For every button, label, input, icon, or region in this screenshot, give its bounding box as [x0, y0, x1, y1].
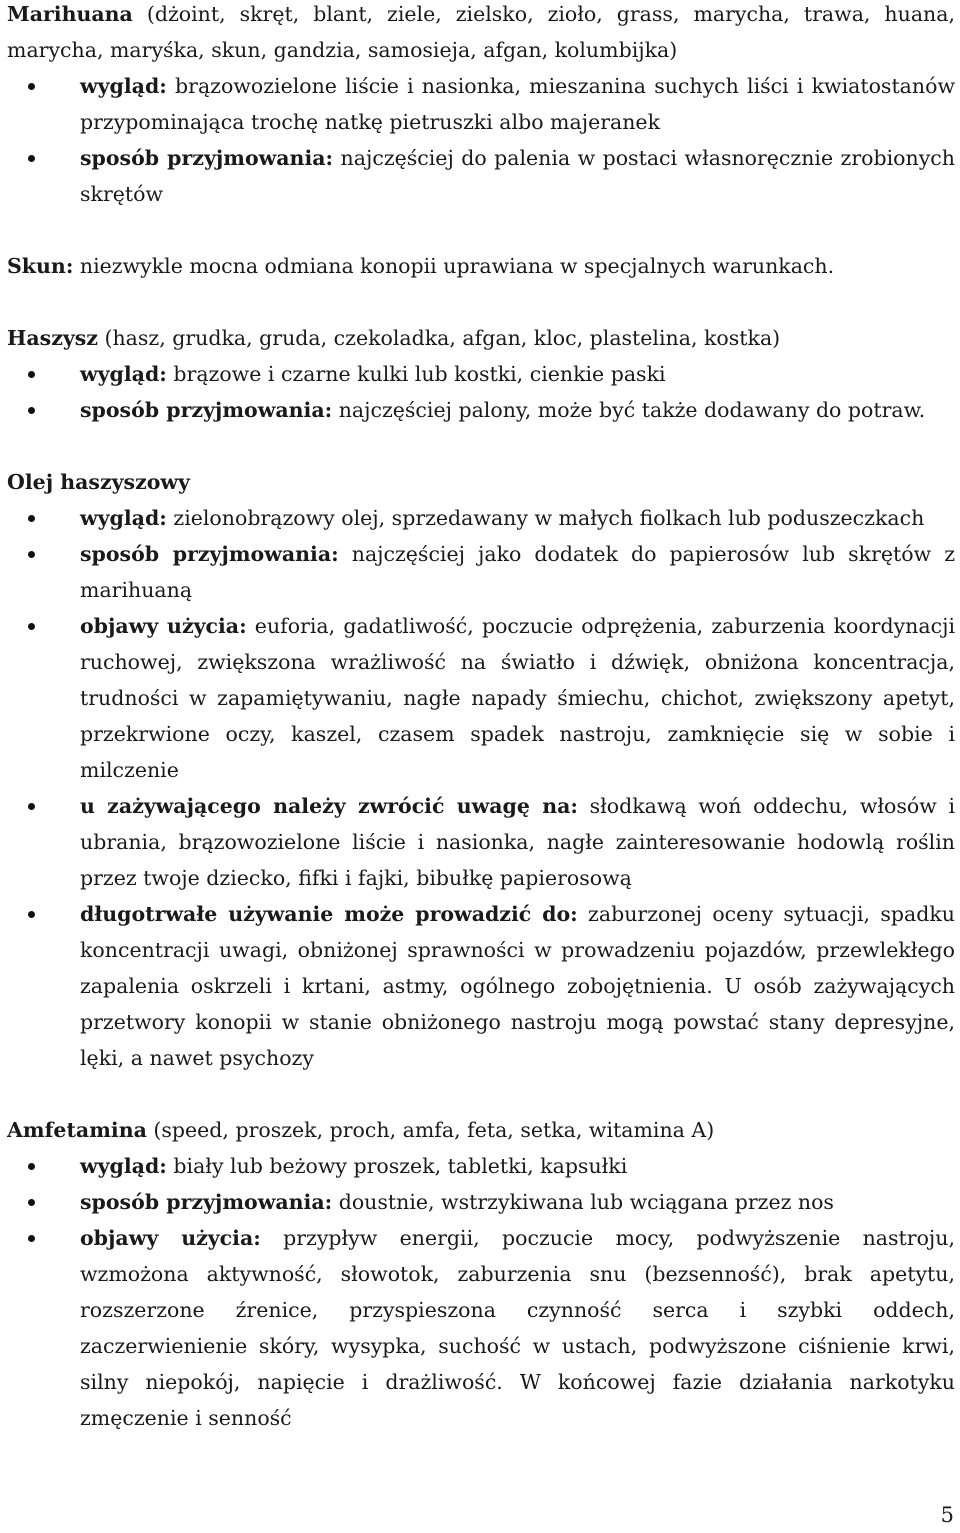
item-label: wygląd: [80, 506, 167, 530]
item-text: zaburzonej oceny sytuacji, spadku koncentracji uwagi, obniżonej sprawności w prowadzeniu pojazdów, przewlekłego zapalenia oskrzeli i krtani, astmy, ogólnego zobojętnienia. U osób zażywających przetwory konopii w stanie obniżonego nastroju mogą powstać stany depresyjne, lęki, a nawet psychozy [80, 902, 955, 1070]
list-item [7, 392, 955, 428]
amfetamina-heading [7, 1112, 955, 1148]
list-item [7, 788, 955, 896]
haszysz-aliases: (hasz, grudka, gruda, czekoladka, afgan, kloc, plastelina, kostka) [97, 326, 781, 350]
list-item [7, 68, 955, 140]
amfetamina-aliases: (speed, proszek, proch, amfa, feta, setka, witamina A) [146, 1118, 715, 1142]
item-label: sposób przyjmowania: [80, 398, 333, 422]
item-label: wygląd: [80, 362, 167, 386]
haszysz-list [7, 356, 955, 428]
list-item [7, 608, 955, 788]
olej-name: Olej haszyszowy [7, 470, 190, 494]
list-item [7, 500, 955, 536]
marihuana-heading [7, 0, 955, 68]
item-label: objawy użycia: [80, 614, 247, 638]
amfetamina-list [7, 1148, 955, 1436]
list-item [7, 1220, 955, 1436]
haszysz-name: Haszysz [7, 326, 98, 350]
item-text: najczęściej do palenia w postaci własnoręcznie zrobionych skrętów [80, 146, 955, 206]
list-item [7, 1148, 955, 1184]
item-label: wygląd: [80, 74, 167, 98]
item-text: najczęściej palony, może być także dodawany do potraw. [332, 398, 926, 422]
olej-heading [7, 464, 955, 500]
list-item [7, 356, 955, 392]
item-text: słodkawą woń oddechu, włosów i ubrania, brązowozielone liście i nasionka, nagłe zainteresowanie hodowlą roślin przez twoje dziecko, fifki i fajki, bibułkę papierosową [80, 794, 955, 890]
item-label: u zażywającego należy zwrócić uwagę na: [80, 794, 578, 818]
document-page [7, 0, 955, 1436]
item-text: przypływ energii, poczucie mocy, podwyższenie nastroju, wzmożona aktywność, słowotok, zaburzenia snu (bezsenność), brak apetytu, rozszerzone źrenice, przyspieszona czynność serca i szybki oddech, zaczerwienienie skóry, wysypka, suchość w ustach, podwyższone ciśnienie krwi, silny niepokój, napięcie i drażliwość. W końcowej fazie działania narkotyku zmęczenie i senność [80, 1226, 955, 1430]
item-text: brązowozielone liście i nasionka, mieszanina suchych liści i kwiatostanów przypominająca trochę natkę pietruszki albo majeranek [80, 74, 955, 134]
marihuana-name: Marihuana [7, 2, 133, 26]
item-text: biały lub beżowy proszek, tabletki, kapsułki [166, 1154, 628, 1178]
olej-list [7, 500, 955, 1076]
list-item [7, 140, 955, 212]
haszysz-heading [7, 320, 955, 356]
item-text: zielonobrązowy olej, sprzedawany w małych fiolkach lub poduszeczkach [166, 506, 925, 530]
item-label: wygląd: [80, 1154, 167, 1178]
item-label: sposób przyjmowania: [80, 542, 339, 566]
marihuana-list [7, 68, 955, 212]
amfetamina-name: Amfetamina [7, 1118, 147, 1142]
list-item [7, 896, 955, 1076]
list-item [7, 1184, 955, 1220]
skun-paragraph [7, 248, 955, 284]
skun-text: niezwykle mocna odmiana konopii uprawiana w specjalnych warunkach. [73, 254, 835, 278]
item-text: doustnie, wstrzykiwana lub wciągana przez nos [332, 1190, 834, 1214]
item-text: najczęściej jako dodatek do papierosów lub skrętów z marihuaną [80, 542, 955, 602]
marihuana-aliases: (dżoint, skręt, blant, ziele, zielsko, zioło, grass, marycha, trawa, huana, marycha, maryśka, skun, gandzia, samosieja, afgan, kolumbijka) [7, 2, 955, 62]
item-label: sposób przyjmowania: [80, 1190, 333, 1214]
item-text: brązowe i czarne kulki lub kostki, cienkie paski [166, 362, 666, 386]
item-label: sposób przyjmowania: [80, 146, 334, 170]
skun-name: Skun: [7, 254, 74, 278]
item-text: euforia, gadatliwość, poczucie odprężenia, zaburzenia koordynacji ruchowej, zwiększona wrażliwość na światło i dźwięk, obniżona koncentracja, trudności w zapamiętywaniu, nagłe napady śmiechu, chichot, zwiększony apetyt, przekrwione oczy, kaszel, czasem spadek nastroju, zamknięcie się w sobie i milczenie [80, 614, 955, 782]
item-label: długotrwałe używanie może prowadzić do: [80, 902, 578, 926]
list-item [7, 536, 955, 608]
item-label: objawy użycia: [80, 1226, 261, 1250]
page-number: 5 [940, 1503, 954, 1527]
